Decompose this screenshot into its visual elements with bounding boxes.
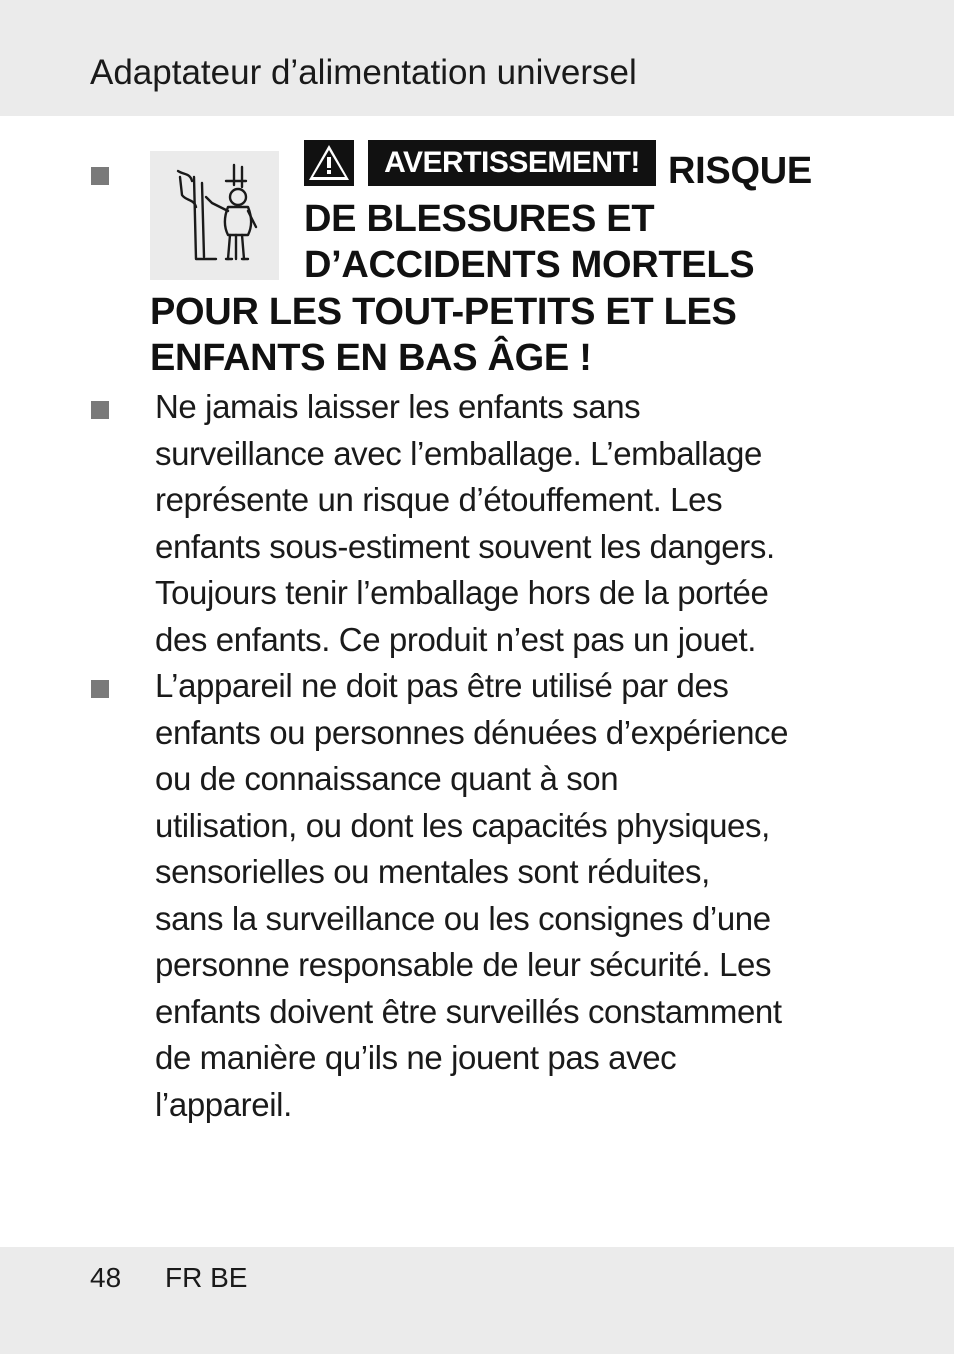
paragraph-line: enfants ou personnes dénuées d’expérience bbox=[155, 713, 789, 751]
paragraph-line: ou de connaissance quant à son bbox=[155, 760, 619, 797]
list-bullet bbox=[91, 680, 109, 698]
safety-paragraph bbox=[155, 384, 860, 663]
warning-heading-line: RISQUE bbox=[668, 150, 812, 192]
paragraph-line: sensorielles ou mentales sont réduites, bbox=[155, 853, 710, 890]
paragraph-line: de manière qu’ils ne jouent pas avec bbox=[155, 1039, 677, 1076]
language-code: FR BE bbox=[165, 1262, 248, 1293]
warning-label: AVERTISSEMENT! bbox=[368, 140, 656, 186]
paragraph-line: Ne jamais laisser les enfants sans bbox=[155, 388, 641, 425]
child-with-packaging-icon bbox=[150, 151, 279, 280]
warning-heading-line: DE BLESSURES ET bbox=[304, 198, 655, 240]
warning-heading-line: POUR LES TOUT-PETITS ET LES bbox=[150, 291, 737, 333]
warning-heading-line: ENFANTS EN BAS ÂGE ! bbox=[150, 337, 592, 379]
paragraph-line: enfants doivent être surveillés constamment bbox=[155, 992, 782, 1030]
paragraph-line: sans la surveillance ou les consignes d’une bbox=[155, 899, 771, 937]
warning-heading-line: D’ACCIDENTS MORTELS bbox=[304, 244, 755, 286]
page-footer bbox=[0, 1247, 954, 1354]
list-bullet bbox=[91, 167, 109, 185]
paragraph-line: surveillance avec l’emballage. L’emballage bbox=[155, 434, 762, 472]
paragraph-line: représente un risque d’étouffement. Les bbox=[155, 481, 723, 518]
paragraph-line: personne responsable de leur sécurité. Les bbox=[155, 946, 772, 983]
page-number: 48 bbox=[90, 1262, 122, 1293]
page-header bbox=[0, 0, 954, 116]
list-bullet bbox=[91, 401, 109, 419]
warning-triangle-icon bbox=[304, 140, 354, 186]
paragraph-line: L’appareil ne doit pas être utilisé par des bbox=[155, 667, 729, 704]
page-header-title: Adaptateur d’alimentation universel bbox=[90, 53, 637, 92]
paragraph-line: des enfants. Ce produit n’est pas un jouet. bbox=[155, 620, 757, 658]
paragraph-line: l’appareil. bbox=[155, 1085, 292, 1123]
paragraph-line: utilisation, ou dont les capacités physiques, bbox=[155, 806, 770, 844]
paragraph-line: enfants sous-estiment souvent les dangers. bbox=[155, 527, 775, 565]
paragraph-line: Toujours tenir l’emballage hors de la portée bbox=[155, 574, 769, 611]
safety-paragraph bbox=[155, 663, 860, 1128]
